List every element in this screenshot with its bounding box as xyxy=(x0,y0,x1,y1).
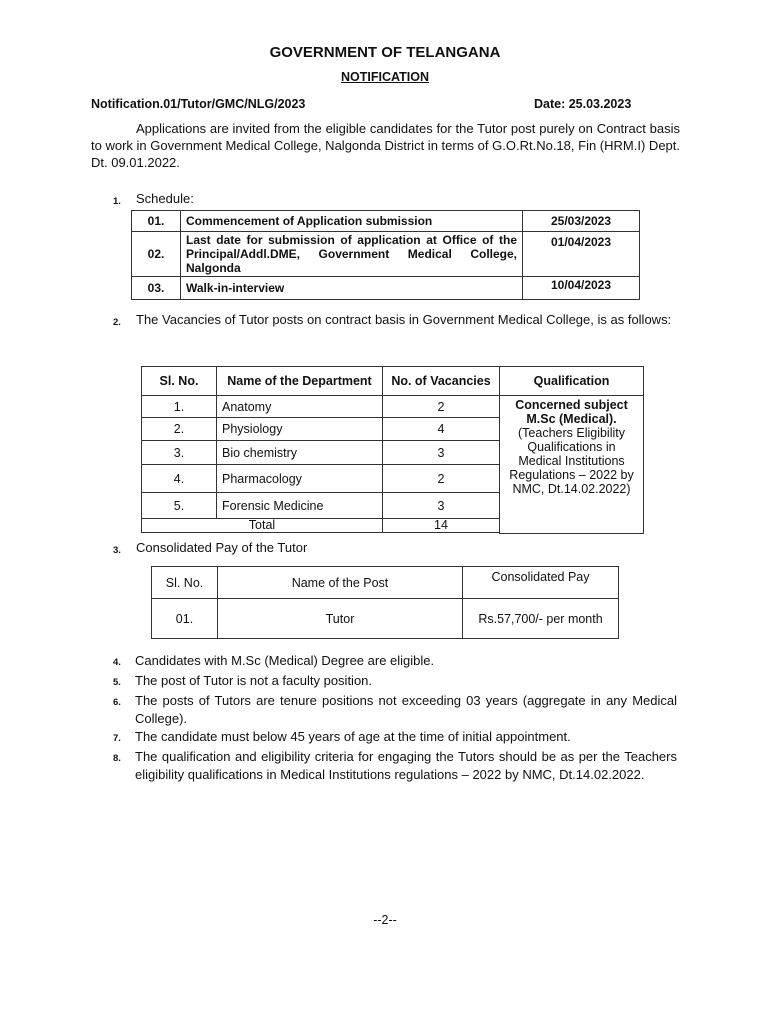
item-text: The candidate must below 45 years of age at the time of initial appointment. xyxy=(135,729,571,744)
item-text: The qualification and eligibility criteria for engaging the Tutors should be as per the Teachers eligibility qualifications in Medical Institutions regulations – 2022 by NMC, Dt.14.02.2022. xyxy=(135,749,677,782)
sl-cell: 5. xyxy=(142,493,217,519)
document-title: GOVERNMENT OF TELANGANA xyxy=(269,44,501,61)
schedule-event: Commencement of Application submission xyxy=(181,211,523,232)
table-row xyxy=(142,396,644,418)
sl-cell: 1. xyxy=(142,396,217,418)
schedule-date: 25/03/2023 xyxy=(523,211,640,232)
schedule-event: Last date for submission of application at Office of the Principal/Addl.DME, Government Medical College, Nalgonda xyxy=(181,232,523,277)
total-label: Total xyxy=(142,519,383,533)
table-row xyxy=(132,277,640,300)
qualification-regulation: (Teachers Eligibility Qualifications in Medical Institutions Regulations – 2022 by NMC, Dt.14.02.2022) xyxy=(509,426,634,496)
vacancies-cell: 3 xyxy=(383,441,500,465)
table-row xyxy=(142,367,644,396)
list-item xyxy=(113,672,677,692)
column-header-qualification: Qualification xyxy=(500,367,644,396)
department-cell: Physiology xyxy=(217,418,383,441)
vacancies-table xyxy=(141,366,644,534)
department-cell: Forensic Medicine xyxy=(217,493,383,519)
column-header-sl: Sl. No. xyxy=(152,567,218,599)
row-number: 01. xyxy=(132,211,181,232)
item-number: 7. xyxy=(113,733,121,744)
department-cell: Bio chemistry xyxy=(217,441,383,465)
item-text: The post of Tutor is not a faculty position. xyxy=(135,673,373,688)
schedule-date: 10/04/2023 xyxy=(523,277,640,300)
page-number: --2-- xyxy=(373,913,397,927)
pay-cell: Rs.57,700/- per month xyxy=(463,599,619,639)
item-number: 6. xyxy=(113,697,121,708)
schedule-table xyxy=(131,210,640,300)
row-number: 02. xyxy=(132,232,181,277)
section-number: 3. xyxy=(113,545,121,556)
department-cell: Pharmacology xyxy=(217,465,383,493)
vacancies-heading: The Vacancies of Tutor posts on contract basis in Government Medical College, is as follows: xyxy=(136,312,672,327)
notification-heading: NOTIFICATION xyxy=(341,70,429,84)
intro-paragraph: Applications are invited from the eligible candidates for the Tutor post purely on Contract basis to work in Government Medical College, Nalgonda District in terms of G.O.Rt.No.18, Fin (HRM.I) Dept. Dt. 09.01.2022. xyxy=(91,121,680,170)
sl-cell: 4. xyxy=(142,465,217,493)
item-text: The posts of Tutors are tenure positions not exceeding 03 years (aggregate in any Medical College). xyxy=(135,693,677,726)
schedule-date: 01/04/2023 xyxy=(523,232,640,277)
column-header-department: Name of the Department xyxy=(217,367,383,396)
qualification-cell xyxy=(500,396,644,534)
vacancies-cell: 2 xyxy=(383,396,500,418)
item-number: 5. xyxy=(113,677,121,688)
row-number: 03. xyxy=(132,277,181,300)
column-header-vacancies: No. of Vacancies xyxy=(383,367,500,396)
section-number: 1. xyxy=(113,196,121,207)
list-item xyxy=(113,728,677,748)
post-cell: Tutor xyxy=(218,599,463,639)
column-header-post: Name of the Post xyxy=(218,567,463,599)
conditions-list xyxy=(113,652,677,784)
item-number: 4. xyxy=(113,657,121,668)
schedule-heading: Schedule: xyxy=(136,191,194,206)
qualification-subject: Concerned subject M.Sc (Medical). xyxy=(515,398,628,426)
sl-cell: 3. xyxy=(142,441,217,465)
sl-cell: 2. xyxy=(142,418,217,441)
list-item xyxy=(113,652,677,672)
vacancies-cell: 3 xyxy=(383,493,500,519)
column-header-pay: Consolidated Pay xyxy=(463,567,619,599)
column-header-sl: Sl. No. xyxy=(142,367,217,396)
notification-date: Date: 25.03.2023 xyxy=(534,97,632,111)
table-row xyxy=(152,567,619,599)
vacancies-cell: 2 xyxy=(383,465,500,493)
table-row xyxy=(132,232,640,277)
item-number: 8. xyxy=(113,753,121,764)
list-item xyxy=(113,748,677,784)
item-text: Candidates with M.Sc (Medical) Degree are eligible. xyxy=(135,653,435,668)
list-item xyxy=(113,692,677,728)
pay-heading: Consolidated Pay of the Tutor xyxy=(136,540,308,555)
vacancies-cell: 4 xyxy=(383,418,500,441)
department-cell: Anatomy xyxy=(217,396,383,418)
table-row xyxy=(152,599,619,639)
sl-cell: 01. xyxy=(152,599,218,639)
total-value: 14 xyxy=(383,519,500,533)
table-row xyxy=(132,211,640,232)
schedule-event: Walk-in-interview xyxy=(181,277,523,300)
pay-table xyxy=(151,566,619,639)
reference-number: Notification.01/Tutor/GMC/NLG/2023 xyxy=(91,97,306,111)
section-number: 2. xyxy=(113,317,121,328)
